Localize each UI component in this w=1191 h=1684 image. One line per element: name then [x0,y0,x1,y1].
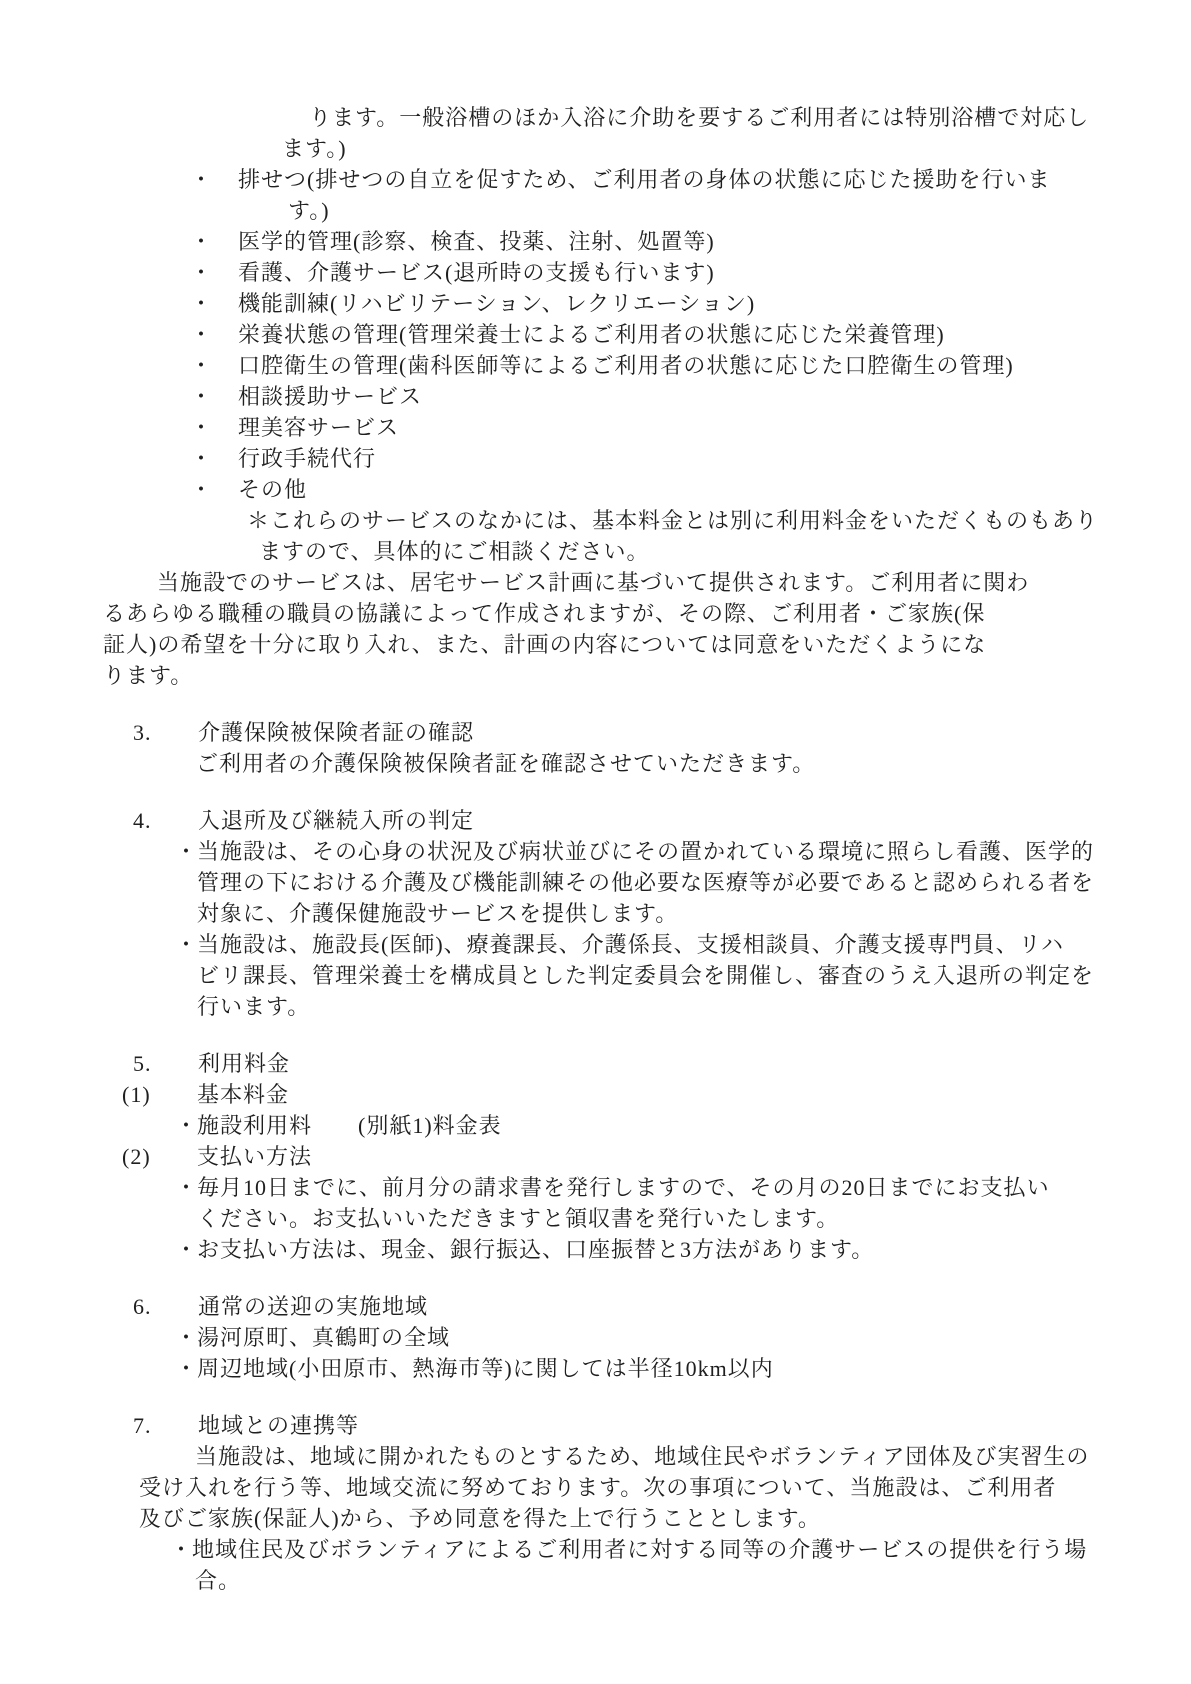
section-number: 5. [133,1051,152,1076]
text-line [195,1565,1191,1596]
bullet-icon: ・ [190,446,214,471]
text-line [175,1353,1191,1384]
line-text: 利用料金 [198,1051,291,1076]
line-text: 地域住民及びボランティアによるご利用者に対する同等の介護サービスの提供を行う場 [192,1537,1088,1562]
bullet-icon: ・ [175,1237,199,1262]
text-line [175,1110,1191,1141]
bullet-icon: ・ [190,477,214,502]
bullet-icon: ・ [175,1113,199,1138]
line-text: 理美容サービス [238,415,400,440]
bullet-icon: ・ [190,291,214,316]
section-heading [133,1410,1191,1441]
line-text: 介護保険被保険者証の確認 [198,720,475,745]
line-text: ます。) [282,136,347,161]
section-heading [133,717,1191,748]
line-text: 入退所及び継続入所の判定 [198,808,475,833]
line-text: 排せつ(排せつの自立を促すため、ご利用者の身体の状態に応じた援助を行いま [238,167,1051,192]
text-line [195,1441,1191,1472]
section-heading [122,1079,1191,1110]
line-text: 当施設でのサービスは、居宅サービス計画に基づいて提供されます。ご利用者に関わ [157,570,1030,595]
line-text: ビリ課長、管理栄養士を構成員とした判定委員会を開催し、審査のうえ入退所の判定を [197,963,1095,988]
text-line [190,164,1191,195]
line-text: お支払い方法は、現金、銀行振込、口座振替と3方法があります。 [197,1237,875,1262]
text-line [103,598,1191,629]
text-line [139,1503,1191,1534]
text-line [103,629,1191,660]
section-number: 3. [133,720,152,745]
text-line [175,836,1191,867]
section-number: (1) [122,1082,151,1107]
text-line [190,474,1191,505]
bullet-icon: ・ [175,1175,199,1200]
section-number: 4. [133,808,152,833]
line-text: 合。 [195,1568,242,1593]
text-line [309,102,1191,133]
section-heading [122,1141,1191,1172]
text-line [190,412,1191,443]
line-text: 管理の下における介護及び機能訓練その他必要な医療等が必要であると認められる者を [197,870,1095,895]
line-text: 当施設は、施設長(医師)、療養課長、介護係長、支援相談員、介護支援専門員、リハ [197,932,1064,957]
text-line [197,1203,1191,1234]
text-line [175,1172,1191,1203]
line-text: ります。一般浴槽のほか入浴に介助を要するご利用者には特別浴槽で対応し [309,105,1090,130]
section-heading [133,1048,1191,1079]
line-text: るあらゆる職種の職員の協議によって作成されますが、その際、ご利用者・ご家族(保 [103,601,986,626]
line-text: 看護、介護サービス(退所時の支援も行います) [238,260,715,285]
line-text: ご利用者の介護保険被保険者証を確認させていただきます。 [196,751,816,776]
line-text: す。) [288,198,330,223]
line-text: 医学的管理(診察、検査、投薬、注射、処置等) [238,229,715,254]
line-text: 受け入れを行う等、地域交流に努めております。次の事項について、当施設は、ご利用者 [139,1475,1057,1500]
section-number: 7. [133,1413,152,1438]
bullet-icon: ・ [190,229,214,254]
line-text: 毎月10日までに、前月分の請求書を発行しますので、その月の20日までにお支払い [197,1175,1050,1200]
section-heading [133,805,1191,836]
line-text: 相談援助サービス [238,384,423,409]
text-line [170,1534,1191,1565]
text-line [247,505,1191,536]
text-line [190,350,1191,381]
text-line [175,1234,1191,1265]
line-text: その他 [238,477,308,502]
bullet-icon: ・ [170,1537,194,1562]
bullet-icon: ・ [175,1325,199,1350]
line-text: 支払い方法 [197,1144,313,1169]
text-line [259,536,1191,567]
line-text: ますので、具体的にご相談ください。 [259,539,650,564]
text-line [282,133,1191,164]
text-line [288,195,1191,226]
line-text: 行います。 [197,994,311,1019]
line-text: 周辺地域(小田原市、熱海市等)に関しては半径10km以内 [197,1356,774,1381]
bullet-icon: ・ [190,322,214,347]
text-line [197,991,1191,1022]
text-line [197,898,1191,929]
text-line [157,567,1191,598]
section-number: 6. [133,1294,152,1319]
text-line [190,443,1191,474]
bullet-icon: ・ [190,167,214,192]
line-text: ＊これらのサービスのなかには、基本料金とは別に利用料金をいただくものもあり [247,508,1099,533]
text-line [190,319,1191,350]
text-line [175,1322,1191,1353]
bullet-icon: ・ [175,839,199,864]
section-number: (2) [122,1144,151,1169]
bullet-icon: ・ [175,1356,199,1381]
bullet-icon: ・ [190,384,214,409]
text-line [197,960,1191,991]
text-line [197,867,1191,898]
line-text: 当施設は、地域に開かれたものとするため、地域住民やボランティア団体及び実習生の [195,1444,1090,1469]
line-text: 及びご家族(保証人)から、予め同意を得た上で行うこととします。 [139,1506,821,1531]
bullet-icon: ・ [175,932,199,957]
line-text: 栄養状態の管理(管理栄養士によるご利用者の状態に応じた栄養管理) [238,322,945,347]
line-text: ります。 [103,663,194,688]
line-text: 通常の送迎の実施地域 [198,1294,429,1319]
line-text: 当施設は、その心身の状況及び病状並びにその置かれている環境に照らし看護、医学的 [197,839,1095,864]
text-line [190,226,1191,257]
text-line [196,748,1191,779]
text-line [190,288,1191,319]
line-text: 地域との連携等 [198,1413,360,1438]
line-text: 基本料金 [197,1082,290,1107]
bullet-icon: ・ [190,415,214,440]
line-text: 対象に、介護保健施設サービスを提供します。 [197,901,679,926]
line-text: 湯河原町、真鶴町の全域 [197,1325,451,1350]
text-line [175,929,1191,960]
line-text: 口腔衛生の管理(歯科医師等によるご利用者の状態に応じた口腔衛生の管理) [238,353,1014,378]
text-line [103,660,1191,691]
line-text: 証人)の希望を十分に取り入れ、また、計画の内容については同意をいただくようにな [103,632,987,657]
text-line [190,257,1191,288]
text-line [190,381,1191,412]
line-text: ください。お支払いいただきますと領収書を発行いたします。 [197,1206,840,1231]
bullet-icon: ・ [190,260,214,285]
bullet-icon: ・ [190,353,214,378]
section-heading [133,1291,1191,1322]
text-line [139,1472,1191,1503]
line-text: 施設利用料 (別紙1)料金表 [197,1113,502,1138]
line-text: 行政手続代行 [238,446,377,471]
line-text: 機能訓練(リハビリテーション、レクリエーション) [238,291,756,316]
